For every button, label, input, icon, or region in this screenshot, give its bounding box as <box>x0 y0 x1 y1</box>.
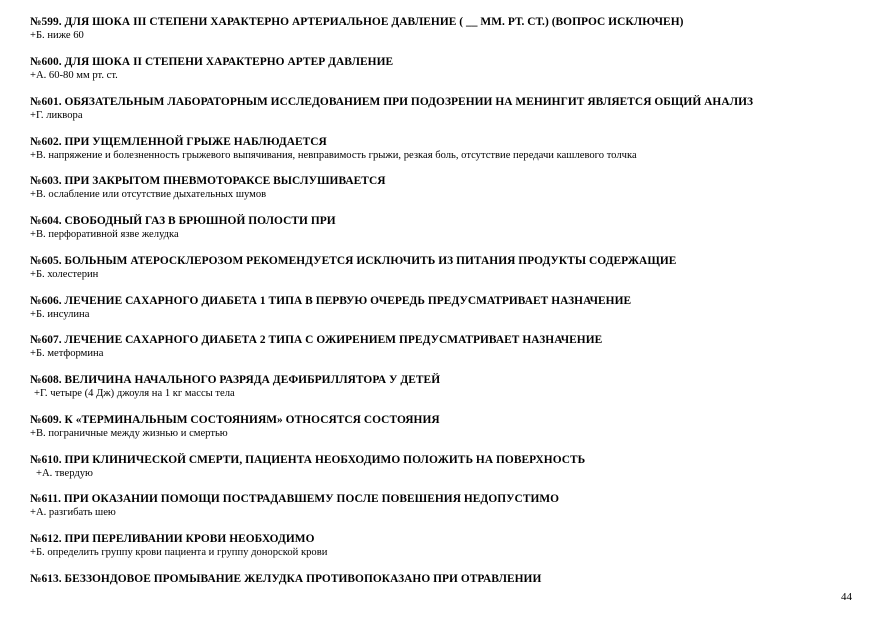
question-text: №612. ПРИ ПЕРЕЛИВАНИИ КРОВИ НЕОБХОДИМО <box>30 533 315 545</box>
question-607 <box>30 333 870 361</box>
question-text: №602. ПРИ УЩЕМЛЕННОЙ ГРЫЖЕ НАБЛЮДАЕТСЯ <box>30 136 327 148</box>
answer-text: +А. твердую <box>36 468 93 479</box>
question-612 <box>30 532 870 560</box>
question-text: №603. ПРИ ЗАКРЫТОМ ПНЕВМОТОРАКСЕ ВЫСЛУШИВАЕТСЯ <box>30 175 386 187</box>
question-text: №600. ДЛЯ ШОКА II СТЕПЕНИ ХАРАКТЕРНО АРТЕР ДАВЛЕНИЕ <box>30 56 394 68</box>
question-text: №604. СВОБОДНЫЙ ГАЗ В БРЮШНОЙ ПОЛОСТИ ПРИ <box>30 215 336 227</box>
question-text: №605. БОЛЬНЫМ АТЕРОСКЛЕРОЗОМ РЕКОМЕНДУЕТСЯ ИСКЛЮЧИТЬ ИЗ ПИТАНИЯ ПРОДУКТЫ СОДЕРЖАЩИЕ <box>30 255 677 267</box>
question-610 <box>30 453 870 481</box>
answer-text: +Б. инсулина <box>30 309 90 320</box>
question-text: №607. ЛЕЧЕНИЕ САХАРНОГО ДИАБЕТА 2 ТИПА С ОЖИРЕНИЕМ ПРЕДУСМАТРИВАЕТ НАЗНАЧЕНИЕ <box>30 334 603 346</box>
answer-text: +Б. определить группу крови пациента и группу донорской крови <box>30 547 328 558</box>
answer-text: +В. пограничные между жизнью и смертью <box>30 428 228 439</box>
question-608 <box>30 373 870 401</box>
answer-text: +А. разгибать шею <box>30 507 116 518</box>
answer-text: +Г. четыре (4 Дж) джоуля на 1 кг массы тела <box>34 388 235 399</box>
answer-text: +В. ослабление или отсутствие дыхательных шумов <box>30 189 267 200</box>
question-601 <box>30 95 870 123</box>
answer-text: +Г. ликвора <box>30 110 83 121</box>
question-603 <box>30 174 870 202</box>
answer-text: +Б. ниже 60 <box>30 30 84 41</box>
question-text: №610. ПРИ КЛИНИЧЕСКОЙ СМЕРТИ, ПАЦИЕНТА НЕОБХОДИМО ПОЛОЖИТЬ НА ПОВЕРХНОСТЬ <box>30 454 586 466</box>
question-604 <box>30 214 870 242</box>
question-609 <box>30 413 870 441</box>
question-611 <box>30 492 870 520</box>
question-602 <box>30 135 870 163</box>
question-text: №609. К «ТЕРМИНАЛЬНЫМ СОСТОЯНИЯМ» ОТНОСЯТСЯ СОСТОЯНИЯ <box>30 414 440 426</box>
question-text: №611. ПРИ ОКАЗАНИИ ПОМОЩИ ПОСТРАДАВШЕМУ ПОСЛЕ ПОВЕШЕНИЯ НЕДОПУСТИМО <box>30 493 560 505</box>
question-text: №601. ОБЯЗАТЕЛЬНЫМ ЛАБОРАТОРНЫМ ИССЛЕДОВАНИЕМ ПРИ ПОДОЗРЕНИИ НА МЕНИНГИТ ЯВЛЯЕТСЯ ОБЩИЙ АНАЛИЗ <box>30 96 754 108</box>
answer-text: +В. перфоративной язве желудка <box>30 229 179 240</box>
answer-text: +А. 60-80 мм рт. ст. <box>30 70 118 81</box>
answer-text: +Б. метформина <box>30 348 104 359</box>
question-605 <box>30 254 870 282</box>
question-599 <box>30 15 870 43</box>
question-text: №613. БЕЗЗОНДОВОЕ ПРОМЫВАНИЕ ЖЕЛУДКА ПРОТИВОПОКАЗАНО ПРИ ОТРАВЛЕНИИ <box>30 573 542 585</box>
question-text: №608. ВЕЛИЧИНА НАЧАЛЬНОГО РАЗРЯДА ДЕФИБРИЛЛЯТОРА У ДЕТЕЙ <box>30 374 441 386</box>
question-text: №599. ДЛЯ ШОКА III СТЕПЕНИ ХАРАКТЕРНО АРТЕРИАЛЬНОЕ ДАВЛЕНИЕ ( __ ММ. РТ. СТ.) (ВОПРОС ИСКЛЮЧЕН) <box>30 16 684 28</box>
answer-text: +В. напряжение и болезненность грыжевого выпячивания, невправимость грыжи, резкая боль, отсутствие передачи кашлевого толчка <box>30 150 637 161</box>
page-number: 44 <box>841 591 852 603</box>
question-text: №606. ЛЕЧЕНИЕ САХАРНОГО ДИАБЕТА 1 ТИПА В ПЕРВУЮ ОЧЕРЕДЬ ПРЕДУСМАТРИВАЕТ НАЗНАЧЕНИЕ <box>30 295 632 307</box>
question-606 <box>30 294 870 322</box>
question-600 <box>30 55 870 83</box>
question-613 <box>30 572 870 586</box>
answer-text: +Б. холестерин <box>30 269 99 280</box>
